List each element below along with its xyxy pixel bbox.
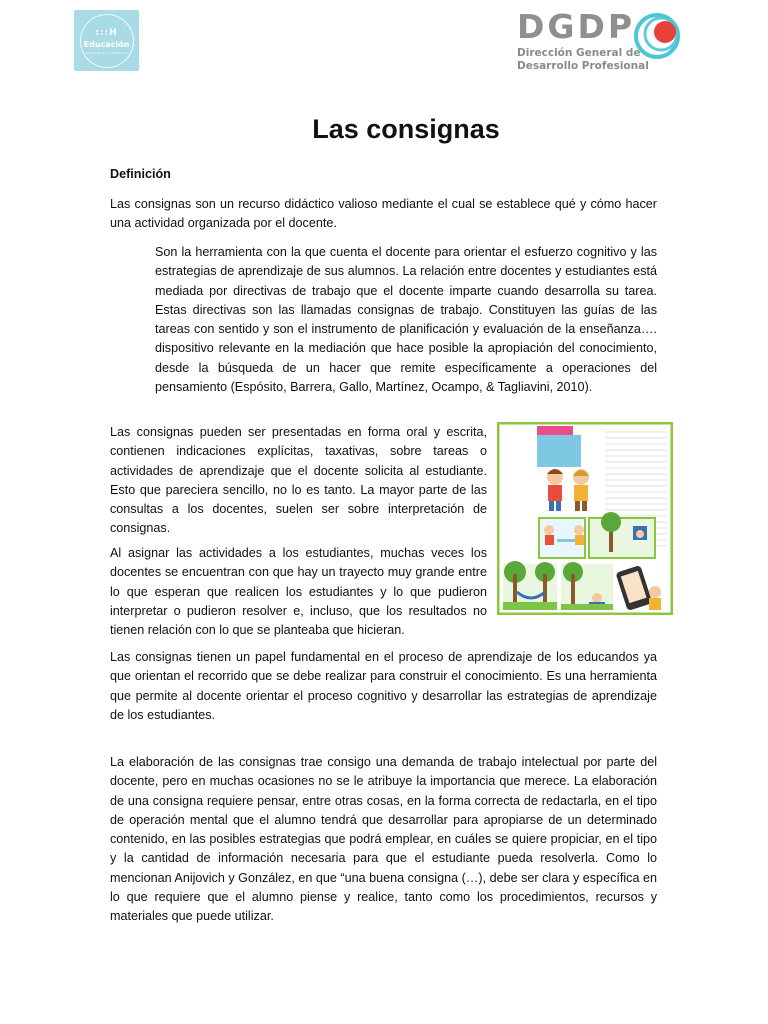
dgdp-circles-icon <box>634 13 680 59</box>
consigna-illustration <box>497 422 673 615</box>
paragraph-5: Las consignas tienen un papel fundamental en el proceso de aprendizaje de los educandos ya que orientan el recorrido que se debe realizar para construir el conocimiento. Es una herramienta que permite al docente orientar el proceso cognitivo y desarrollar las estrategias de aprendizaje de los estudiantes. <box>110 650 657 722</box>
logo-mark: :::H <box>95 28 118 38</box>
educacion-logo <box>74 10 139 71</box>
dgdp-line-1: Dirección General de <box>517 47 641 59</box>
paragraph-6: La elaboración de las consignas trae consigo una demanda de trabajo intelectual por parte del docente, pero en muchas ocasiones no se le atribuye la importancia que merece. La elaboración de una consigna requiere pensar, entre otras cosas, en la forma correcta de redactarla, en el tipo de operación mental que el alumno tendrá que desarrollar para apropiarse de un determinado contenido, en las posibles estrategias que podrá emplear, en cuáles se quiere propiciar, en el tipo y la cantidad de información necesaria para que el estudiante pueda resolverla. Como lo mencionan Anijovich y González, en que “una buena consigna (…), debe ser clara y específica en lo que requiere que el alumno piense y realice, tanto como los procedimientos, recursos y materiales que puede utilizar. <box>110 755 657 924</box>
children-illustration <box>497 422 673 615</box>
dgdp-line-2: Desarrollo Profesional <box>517 60 649 72</box>
dgdp-acronym: DGDP <box>517 7 636 46</box>
logo-word: Educación <box>83 40 130 49</box>
quote-block: Son la herramienta con la que cuenta el docente para orientar el esfuerzo cognitivo y las estrategias de aprendizaje de sus alumnos. La relación entre docentes y estudiantes está mediada por directivas de trabajo que el docente imparte cuando desarrolla su tarea. Estas directivas son las llamadas consignas de trabajo. Constituyen las guías de las tareas con sentido y son el instrumento de planificación y evaluación de la enseñanza…. dispositivo relevante en la mediación que hace posible la apropiación del conocimiento, desde la búsqueda de un hacer que remite específicamente a operaciones del pensamiento (Espósito, Barrera, Gallo, Martínez, Ocampo, & Tagliavini, 2010). <box>155 245 657 395</box>
paragraph-intro: Las consignas son un recurso didáctico valioso mediante el cual se establece qué y cómo hacer una actividad organizada por el docente. <box>110 197 657 231</box>
page-title: Las consignas <box>312 114 500 144</box>
dgdp-logo <box>517 7 699 72</box>
paragraph-3: Las consignas pueden ser presentadas en forma oral y escrita, contienen indicaciones explícitas, taxativas, sobre tareas o actividades de aprendizaje que el docente solicita al estudiante. Esto que pareciera sencillo, no lo es tanto. La mayor parte de las consultas a los docentes, suelen ser sobre interpretación de consignas. <box>110 425 487 536</box>
logo-sub: Gobierno de la Provincia <box>85 51 128 55</box>
definition-heading: Definición <box>110 167 171 181</box>
paragraph-4: Al asignar las actividades a los estudiantes, muchas veces los docentes se encuentran con que hay un trayecto muy grande entre lo que esperan que realicen los estudiantes y lo que pudieron interpretar o pudieron resolver e, incluso, que los resultados no tienen relación con lo que se planteaba que hicieran. <box>110 546 487 638</box>
